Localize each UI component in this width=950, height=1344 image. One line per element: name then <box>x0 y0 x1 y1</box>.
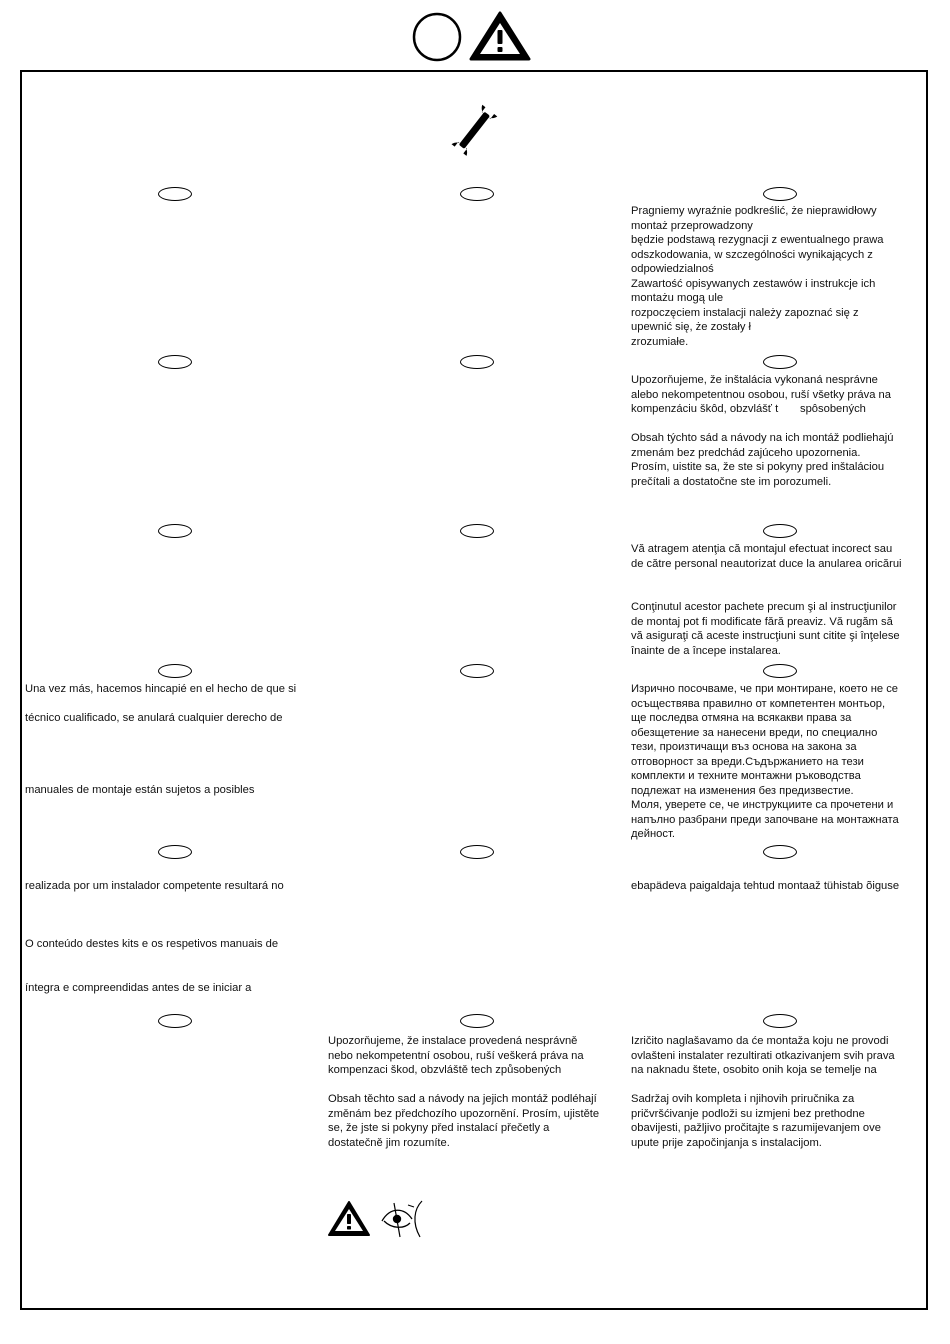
text-line: Zawartość opisywanych zestawów i instrukcje ich <box>631 277 876 290</box>
language-marker <box>158 524 192 538</box>
language-marker <box>460 845 494 859</box>
text-line: będzie podstawą rezygnacji z ewentualnego prawa <box>631 234 884 246</box>
warning-triangle-icon <box>468 10 532 62</box>
text-line: técnico cualificado, se anulará cualquier derecho de <box>25 712 283 724</box>
language-marker <box>158 1014 192 1028</box>
language-circle-icon <box>412 12 462 62</box>
notice-paragraph-sk-1: Upozorňujeme, že inštalácia vykonaná nesprávne alebo nekompetentnou osobou, ruší všetky práva na kompenzáciu škôd, obzvlášť t spôsobených <box>631 374 891 415</box>
text-line: zrozumiałe. <box>631 335 689 348</box>
text-line: ebapädeva paigaldaja tehtud montaaž tühistab õiguse <box>631 880 900 892</box>
language-marker <box>763 187 797 201</box>
notice-paragraph-hr-1: Izričito naglašavamo da će montaža koju ne provodi ovlašteni instalater rezultirati otkazivanjem svih prava na naknadu štete, osobito onih koja se temelje na <box>631 1035 895 1076</box>
notice-paragraph-cs-2: Obsah těchto sad a návody na jejich montáž podléhají změnám bez předchozího upozornění. Prosím, ujistěte se, že jste si pokyny před instalací přečetly a dostatečně jim rozumíte. <box>328 1093 600 1149</box>
language-marker <box>763 524 797 538</box>
notice-paragraph-ro-1: Vă atragem atenţia că montajul efectuat incorect sau de către personal neautorizat duce la anularea oricărui <box>631 543 902 570</box>
language-marker <box>158 187 192 201</box>
text-line: O conteúdo destes kits e os respetivos manuais de <box>25 938 279 950</box>
language-marker <box>460 664 494 678</box>
header-icons <box>412 10 534 62</box>
text-line: Una vez más, hacemos hincapié en el hecho de que si <box>25 683 297 695</box>
language-marker <box>460 524 494 538</box>
language-marker <box>158 664 192 678</box>
language-marker <box>763 845 797 859</box>
text-line: rozpoczęciem instalacji należy zapoznać się z <box>631 306 859 319</box>
text-line: upewnić się, że zostały ł <box>631 321 752 333</box>
text-line: íntegra e compreendidas antes de se iniciar a <box>25 982 252 994</box>
text-line: realizada por um instalador competente resultará no <box>25 880 284 892</box>
language-marker <box>763 664 797 678</box>
language-marker <box>763 355 797 369</box>
text-line: montaż przeprowadzony <box>631 219 753 232</box>
language-marker <box>460 355 494 369</box>
notice-paragraph-sk-2: Obsah týchto sád a návody na ich montáž podliehajú zmenám bez predchád zajúceho upozornenia. Prosím, uistite sa, že ste si pokyny pred inštaláciou prečítali a dostatočne ste im porozumeli. <box>631 432 894 488</box>
warning-triangle-icon <box>327 1200 371 1238</box>
text-line: montażu mogą ule <box>631 292 724 304</box>
language-marker <box>460 1014 494 1028</box>
text-line: manuales de montaje están sujetos a posibles <box>25 784 255 796</box>
eye-read-manual-icon <box>378 1197 428 1241</box>
notice-paragraph-cs-1: Upozorňujeme, že instalace provedená nesprávně nebo nekompetentní osobou, ruší veškerá práva na kompenzaci škod, obzvláště tech způsobených <box>328 1035 584 1076</box>
language-marker <box>158 845 192 859</box>
language-marker <box>158 355 192 369</box>
text-line: odpowiedzialnoś <box>631 263 714 275</box>
notice-paragraph-ro-2: Conţinutul acestor pachete precum şi al instrucţiunilor de montaj pot fi modificate fără preaviz. Vă rugăm să vă asiguraţi că aceste instrucţiuni sunt citite şi înţelese înainte de a începe instalarea. <box>631 601 900 657</box>
notice-paragraph-bg: Изрично посочваме, че при монтиране, което не се осъществява правилно от компетентен монтьор, ще последва отмяна на всякакви права за обезщетение за нанесени вреди, по специално тези, произтичащи въз основа на закона за отговорност за вреди.Съдържанието на тези комплекти и техните монтажни ръководства подлежат на изменения без предизвестие. Моля, уверете се, че инструкциите са прочетени и напълно разбрани преди започване на монтажната дейност. <box>631 683 899 840</box>
text-line: Pragniemy wyraźnie podkreślić, że nieprawidłowy <box>631 205 877 217</box>
notice-paragraph-hr-2: Sadržaj ovih kompleta i njihovih priručnika za pričvršćivanje podloži su izmjeni bez prethodne obavijesti, pažljivo pročitajte s razumijevanjem ove upute prije započinjanja s instalacijom. <box>631 1093 881 1149</box>
language-marker <box>460 187 494 201</box>
wrench-icon <box>445 103 503 157</box>
text-line: odszkodowania, w szczególności wynikających z <box>631 248 873 261</box>
language-marker <box>763 1014 797 1028</box>
